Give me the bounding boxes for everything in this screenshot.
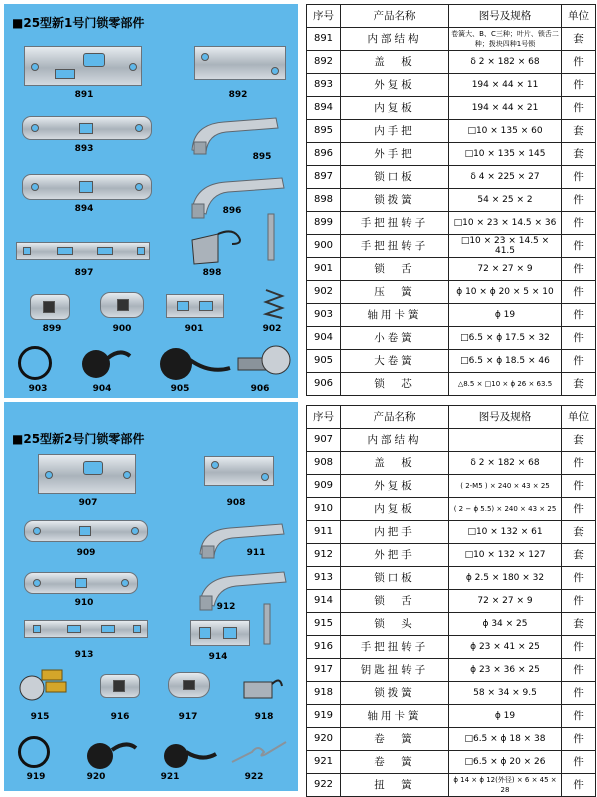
cell-spec: □6.5 × ϕ 20 × 26 (449, 751, 562, 774)
cell-spec: ϕ 19 (449, 705, 562, 728)
cell-product-name: 外把手 (341, 544, 449, 567)
table-row (307, 613, 596, 636)
cell-number: 916 (307, 636, 341, 659)
table-row (307, 636, 596, 659)
cell-spec: ( 2-M5 ) × 240 × 43 × 25 (449, 475, 562, 498)
cell-unit: 件 (562, 166, 596, 189)
key-rotor-image (168, 672, 210, 698)
cell-number: 910 (307, 498, 341, 521)
spec-table-2 (306, 405, 596, 797)
catalog-panel-1 (4, 4, 298, 398)
part-number: 914 (208, 652, 228, 662)
part-number: 916 (110, 712, 130, 722)
cell-number: 898 (307, 189, 341, 212)
table-row (307, 28, 596, 51)
cell-number: 914 (307, 590, 341, 613)
part-number: 919 (26, 772, 46, 782)
part-number: 896 (222, 206, 242, 216)
cell-number: 896 (307, 143, 341, 166)
cell-unit: 件 (562, 235, 596, 258)
cell-number: 906 (307, 373, 341, 396)
table-row (307, 521, 596, 544)
cell-spec: □6.5 × ϕ 17.5 × 32 (449, 327, 562, 350)
cell-spec: δ 4 × 225 × 27 (449, 166, 562, 189)
cell-number: 902 (307, 281, 341, 304)
cell-spec: ϕ 23 × 36 × 25 (449, 659, 562, 682)
cell-number: 907 (307, 429, 341, 452)
cell-number: 915 (307, 613, 341, 636)
spec-table-1 (306, 4, 596, 396)
lock-mouth-plate-image (16, 242, 150, 260)
cell-spec: δ 2 × 182 × 68 (449, 452, 562, 475)
cell-number: 903 (307, 304, 341, 327)
cell-unit: 套 (562, 143, 596, 166)
table-row (307, 590, 596, 613)
cell-spec: □10 × 132 × 61 (449, 521, 562, 544)
table-row (307, 281, 596, 304)
cell-unit: 件 (562, 774, 596, 797)
col-header-unit: 单位 (562, 5, 596, 28)
table-row (307, 475, 596, 498)
table-row (307, 304, 596, 327)
cell-product-name: 大卷簧 (341, 350, 449, 373)
cell-product-name: 轴用卡簧 (341, 705, 449, 728)
cell-unit: 件 (562, 567, 596, 590)
cell-number: 909 (307, 475, 341, 498)
table-row (307, 212, 596, 235)
part-number: 915 (30, 712, 50, 722)
table-row (307, 373, 596, 396)
cover-plate-image (204, 456, 274, 486)
coil-spring-image (158, 738, 220, 772)
lock-body-image (38, 454, 136, 494)
cell-unit: 件 (562, 97, 596, 120)
cell-spec: △8.5 × □10 × ϕ 26 × 63.5 (449, 373, 562, 396)
cell-product-name: 内部结构 (341, 429, 449, 452)
cell-number: 897 (307, 166, 341, 189)
part-number: 917 (178, 712, 198, 722)
part-number: 893 (74, 144, 94, 154)
part-number: 909 (76, 548, 96, 558)
table-row (307, 166, 596, 189)
cell-unit: 件 (562, 590, 596, 613)
part-number: 910 (74, 598, 94, 608)
outer-plate-image (24, 520, 148, 542)
cell-number: 892 (307, 51, 341, 74)
cell-number: 905 (307, 350, 341, 373)
cell-unit: 件 (562, 659, 596, 682)
cell-product-name: 内手把 (341, 120, 449, 143)
cell-spec: □10 × 23 × 14.5 × 41.5 (449, 235, 562, 258)
part-number: 921 (160, 772, 180, 782)
cell-number: 918 (307, 682, 341, 705)
cell-spec: ϕ 19 (449, 304, 562, 327)
inner-plate-image (22, 174, 152, 200)
cell-spec: 54 × 25 × 2 (449, 189, 562, 212)
part-number: 904 (92, 384, 112, 394)
part-number: 913 (74, 650, 94, 660)
part-number: 897 (74, 268, 94, 278)
cell-spec: ϕ 10 × ϕ 20 × 5 × 10 (449, 281, 562, 304)
cell-product-name: 压 簧 (341, 281, 449, 304)
cell-unit: 件 (562, 189, 596, 212)
col-header-number: 序号 (307, 5, 341, 28)
cell-spec: □6.5 × ϕ 18 × 38 (449, 728, 562, 751)
cell-product-name: 轴用卡簧 (341, 304, 449, 327)
cell-number: 922 (307, 774, 341, 797)
cell-product-name: 锁拨簧 (341, 189, 449, 212)
part-number: 900 (112, 324, 132, 334)
table-row (307, 705, 596, 728)
table-row (307, 120, 596, 143)
cell-spec (449, 429, 562, 452)
cell-unit: 件 (562, 498, 596, 521)
cell-unit: 件 (562, 304, 596, 327)
cell-spec: □10 × 132 × 127 (449, 544, 562, 567)
cell-unit: 套 (562, 120, 596, 143)
cell-unit: 件 (562, 475, 596, 498)
cell-number: 893 (307, 74, 341, 97)
cell-spec: 58 × 34 × 9.5 (449, 682, 562, 705)
lock-head-image (18, 664, 70, 704)
cell-number: 904 (307, 327, 341, 350)
small-coil-spring-image (74, 342, 134, 382)
cell-spec: ϕ 2.5 × 180 × 32 (449, 567, 562, 590)
table-row (307, 143, 596, 166)
cell-number: 913 (307, 567, 341, 590)
col-header-number: 序号 (307, 406, 341, 429)
torsion-spring-image (228, 736, 288, 766)
cell-product-name: 锁 头 (341, 613, 449, 636)
cell-unit: 件 (562, 705, 596, 728)
part-number: 899 (42, 324, 62, 334)
table-row (307, 327, 596, 350)
part-number: 902 (262, 324, 282, 334)
cell-unit: 件 (562, 281, 596, 304)
cell-product-name: 盖 板 (341, 452, 449, 475)
cell-product-name: 手把扭转子 (341, 636, 449, 659)
table-row (307, 452, 596, 475)
table-header-row (307, 5, 596, 28)
coil-spring-image (80, 736, 140, 772)
cell-product-name: 小卷簧 (341, 327, 449, 350)
cell-unit: 件 (562, 74, 596, 97)
table-row (307, 51, 596, 74)
cell-spec: ( 2 − ϕ 5.5) × 240 × 43 × 25 (449, 498, 562, 521)
part-number: 901 (184, 324, 204, 334)
part-number: 908 (226, 498, 246, 508)
col-header-spec: 图号及规格 (449, 5, 562, 28)
cell-spec: 194 × 44 × 11 (449, 74, 562, 97)
cell-product-name: 内把手 (341, 521, 449, 544)
cell-spec: 72 × 27 × 9 (449, 258, 562, 281)
cell-product-name: 扭 簧 (341, 774, 449, 797)
cell-unit: 件 (562, 350, 596, 373)
part-number: 905 (170, 384, 190, 394)
inner-handle-image (184, 112, 284, 156)
col-header-name: 产品名称 (341, 406, 449, 429)
part-number: 920 (86, 772, 106, 782)
col-header-spec: 图号及规格 (449, 406, 562, 429)
table-row (307, 774, 596, 797)
cell-number: 899 (307, 212, 341, 235)
cell-unit: 套 (562, 613, 596, 636)
cell-product-name: 外复板 (341, 475, 449, 498)
cell-unit: 件 (562, 327, 596, 350)
part-number: 895 (252, 152, 272, 162)
cell-product-name: 锁 舌 (341, 590, 449, 613)
compression-spring-image (262, 286, 286, 320)
col-header-unit: 单位 (562, 406, 596, 429)
cell-product-name: 锁口板 (341, 567, 449, 590)
cell-product-name: 卷 簧 (341, 728, 449, 751)
cell-number: 921 (307, 751, 341, 774)
cell-product-name: 锁拨簧 (341, 682, 449, 705)
cell-product-name: 内复板 (341, 97, 449, 120)
snap-ring-image (18, 736, 50, 768)
cell-spec: ϕ 14 × ϕ 12(外径) × 6 × 45 × 28 (449, 774, 562, 797)
cover-plate-image (194, 46, 286, 80)
cell-number: 900 (307, 235, 341, 258)
table-row (307, 567, 596, 590)
lock-spring-image (240, 672, 284, 702)
part-number: 898 (202, 268, 222, 278)
lock-mouth-plate-image (24, 620, 148, 638)
cell-product-name: 卷 簧 (341, 751, 449, 774)
cell-unit: 套 (562, 521, 596, 544)
table-row (307, 544, 596, 567)
cell-unit: 套 (562, 373, 596, 396)
handle-rotor-image (100, 292, 144, 318)
cell-spec: δ 2 × 182 × 68 (449, 51, 562, 74)
cell-unit: 件 (562, 212, 596, 235)
handle-rotor-image (100, 674, 140, 698)
part-number: 922 (244, 772, 264, 782)
cell-product-name: 手把扭转子 (341, 235, 449, 258)
cell-number: 912 (307, 544, 341, 567)
table-row (307, 189, 596, 212)
cell-unit: 套 (562, 28, 596, 51)
inner-plate-image (24, 572, 138, 594)
cell-spec: □10 × 23 × 14.5 × 36 (449, 212, 562, 235)
part-number: 907 (78, 498, 98, 508)
lock-bolt-image (166, 294, 224, 318)
table-row (307, 235, 596, 258)
cell-spec: 194 × 44 × 21 (449, 97, 562, 120)
cell-unit: 件 (562, 258, 596, 281)
cell-number: 901 (307, 258, 341, 281)
snap-ring-image (18, 346, 52, 380)
cell-unit: 件 (562, 51, 596, 74)
col-header-name: 产品名称 (341, 5, 449, 28)
table-row (307, 682, 596, 705)
cell-number: 908 (307, 452, 341, 475)
cell-spec: □6.5 × ϕ 18.5 × 46 (449, 350, 562, 373)
panel-title: ■25型新1号门锁零部件 (12, 16, 145, 30)
cell-spec: ϕ 34 × 25 (449, 613, 562, 636)
table-row (307, 728, 596, 751)
part-number: 894 (74, 204, 94, 214)
cell-product-name: 盖 板 (341, 51, 449, 74)
cell-number: 920 (307, 728, 341, 751)
table-row (307, 97, 596, 120)
cell-number: 895 (307, 120, 341, 143)
part-number: 903 (28, 384, 48, 394)
cell-unit: 件 (562, 636, 596, 659)
cell-number: 917 (307, 659, 341, 682)
cell-number: 911 (307, 521, 341, 544)
table-row (307, 498, 596, 521)
lock-bolt-image (190, 620, 250, 646)
cell-product-name: 锁口板 (341, 166, 449, 189)
table-row (307, 659, 596, 682)
cell-unit: 件 (562, 751, 596, 774)
cell-product-name: 锁 舌 (341, 258, 449, 281)
cell-number: 919 (307, 705, 341, 728)
table-row (307, 258, 596, 281)
cell-number: 894 (307, 97, 341, 120)
part-number: 892 (228, 90, 248, 100)
catalog-panel-2 (4, 402, 298, 791)
table-row (307, 350, 596, 373)
outer-plate-image (22, 116, 152, 140)
cell-unit: 件 (562, 452, 596, 475)
panel-title: ■25型新2号门锁零部件 (12, 432, 145, 446)
cell-spec: □10 × 135 × 60 (449, 120, 562, 143)
handle-rotor-image (30, 294, 70, 320)
lock-body-image (24, 46, 142, 86)
table-row (307, 74, 596, 97)
cell-unit: 套 (562, 544, 596, 567)
part-number: 891 (74, 90, 94, 100)
cell-product-name: 内复板 (341, 498, 449, 521)
cell-spec: □10 × 135 × 145 (449, 143, 562, 166)
cell-product-name: 外复板 (341, 74, 449, 97)
cell-number: 891 (307, 28, 341, 51)
cell-product-name: 内部结构 (341, 28, 449, 51)
lock-spring-image (188, 226, 246, 266)
cell-product-name: 外手把 (341, 143, 449, 166)
cell-spec: ϕ 23 × 41 × 25 (449, 636, 562, 659)
cell-unit: 件 (562, 728, 596, 751)
cell-spec: 卷簧大、B、C三种；叶片、锁舌二种；拨块四种1号锁 (449, 28, 562, 51)
table-header-row (307, 406, 596, 429)
table-row (307, 429, 596, 452)
lock-cylinder-image (234, 340, 294, 380)
big-coil-spring-image (154, 344, 234, 384)
part-number: 906 (250, 384, 270, 394)
cell-product-name: 锁 芯 (341, 373, 449, 396)
cell-unit: 套 (562, 429, 596, 452)
cell-product-name: 手把扭转子 (341, 212, 449, 235)
cell-product-name: 钥匙扭转子 (341, 659, 449, 682)
table-row (307, 751, 596, 774)
cell-unit: 件 (562, 682, 596, 705)
part-number: 918 (254, 712, 274, 722)
part-number: 912 (216, 602, 236, 612)
part-number: 911 (246, 548, 266, 558)
cell-spec: 72 × 27 × 9 (449, 590, 562, 613)
